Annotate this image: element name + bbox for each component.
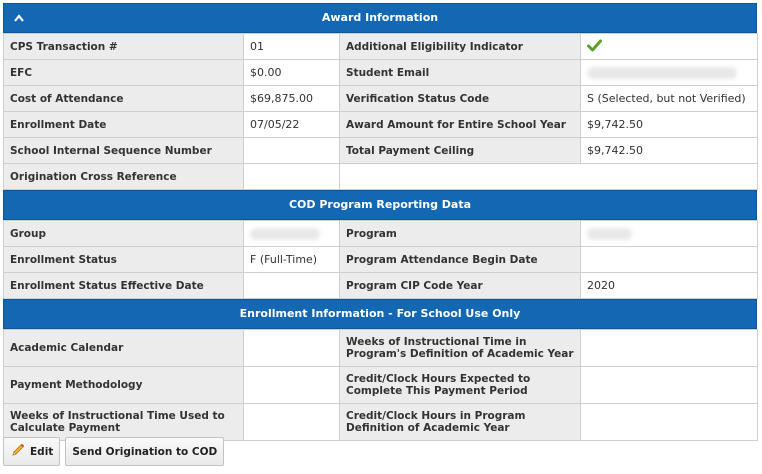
hours-expected-label: Credit/Clock Hours Expected to Complete This Payment Period [340,367,581,404]
cod-section-title: COD Program Reporting Data [288,198,472,211]
action-bar [3,437,224,466]
hours-program-definition-value [581,404,758,441]
student-email-value [581,60,758,86]
group-label: Group [4,221,244,247]
weeks-program-definition-label: Weeks of Instructional Time in Program's Definition of Academic Year [340,330,581,367]
table-row [4,112,758,138]
table-row [4,273,758,299]
group-value [244,221,340,247]
enrollment-date-label: Enrollment Date [4,112,244,138]
enrollment-status-effective-label: Enrollment Status Effective Date [4,273,244,299]
payment-methodology-value [244,367,340,404]
program-cip-year-value: 2020 [581,273,758,299]
award-amount-value: $9,742.50 [581,112,758,138]
enrollment-date-value: 07/05/22 [244,112,340,138]
program-label: Program [340,221,581,247]
cod-table [3,220,758,299]
cod-section-header [3,190,757,220]
total-payment-ceiling-label: Total Payment Ceiling [340,138,581,164]
award-panel [3,3,757,441]
school-sequence-label: School Internal Sequence Number [4,138,244,164]
additional-eligibility-label: Additional Eligibility Indicator [340,34,581,60]
table-row [4,164,758,190]
checkmark-icon [587,42,602,55]
school-sequence-value [244,138,340,164]
send-origination-label: Send Origination to COD [72,445,218,458]
weeks-calculate-payment-label: Weeks of Instructional Time Used to Calculate Payment [4,404,244,441]
academic-calendar-value [244,330,340,367]
enrollment-status-label: Enrollment Status [4,247,244,273]
table-row [4,34,758,60]
table-row [4,247,758,273]
table-row [4,221,758,247]
cost-of-attendance-label: Cost of Attendance [4,86,244,112]
table-row [4,367,758,404]
program-attendance-begin-label: Program Attendance Begin Date [340,247,581,273]
collapse-caret-icon[interactable] [12,4,26,32]
redacted-group [250,228,320,240]
enrollment-table [3,329,758,441]
send-origination-button[interactable] [65,437,224,466]
cps-transaction-label: CPS Transaction # [4,34,244,60]
weeks-program-definition-value [581,330,758,367]
academic-calendar-label: Academic Calendar [4,330,244,367]
award-section-title: Award Information [321,11,439,24]
table-row [4,86,758,112]
program-attendance-begin-value [581,247,758,273]
additional-eligibility-value [581,34,758,60]
enrollment-status-effective-value [244,273,340,299]
student-email-label: Student Email [340,60,581,86]
cps-transaction-value: 01 [244,34,340,60]
cost-of-attendance-value: $69,875.00 [244,86,340,112]
efc-label: EFC [4,60,244,86]
empty-cell [340,164,758,190]
table-row [4,330,758,367]
enrollment-section-header [3,299,757,329]
origination-cross-ref-label: Origination Cross Reference [4,164,244,190]
program-value [581,221,758,247]
award-section-header[interactable] [3,3,757,33]
table-row [4,60,758,86]
award-table [3,33,758,190]
award-amount-label: Award Amount for Entire School Year [340,112,581,138]
table-row [4,138,758,164]
edit-button[interactable] [3,437,60,466]
pencil-icon [10,442,26,461]
redacted-email [587,67,737,79]
redacted-program [587,228,632,240]
origination-cross-ref-value [244,164,340,190]
efc-value: $0.00 [244,60,340,86]
payment-methodology-label: Payment Methodology [4,367,244,404]
weeks-calculate-payment-value [244,404,340,441]
verification-status-value: S (Selected, but not Verified) [581,86,758,112]
hours-program-definition-label: Credit/Clock Hours in Program Definition of Academic Year [340,404,581,441]
edit-button-label: Edit [30,445,54,458]
table-row [4,404,758,441]
program-cip-year-label: Program CIP Code Year [340,273,581,299]
enrollment-status-value: F (Full-Time) [244,247,340,273]
verification-status-label: Verification Status Code [340,86,581,112]
hours-expected-value [581,367,758,404]
enrollment-section-title: Enrollment Information - For School Use Only [239,307,521,320]
total-payment-ceiling-value: $9,742.50 [581,138,758,164]
